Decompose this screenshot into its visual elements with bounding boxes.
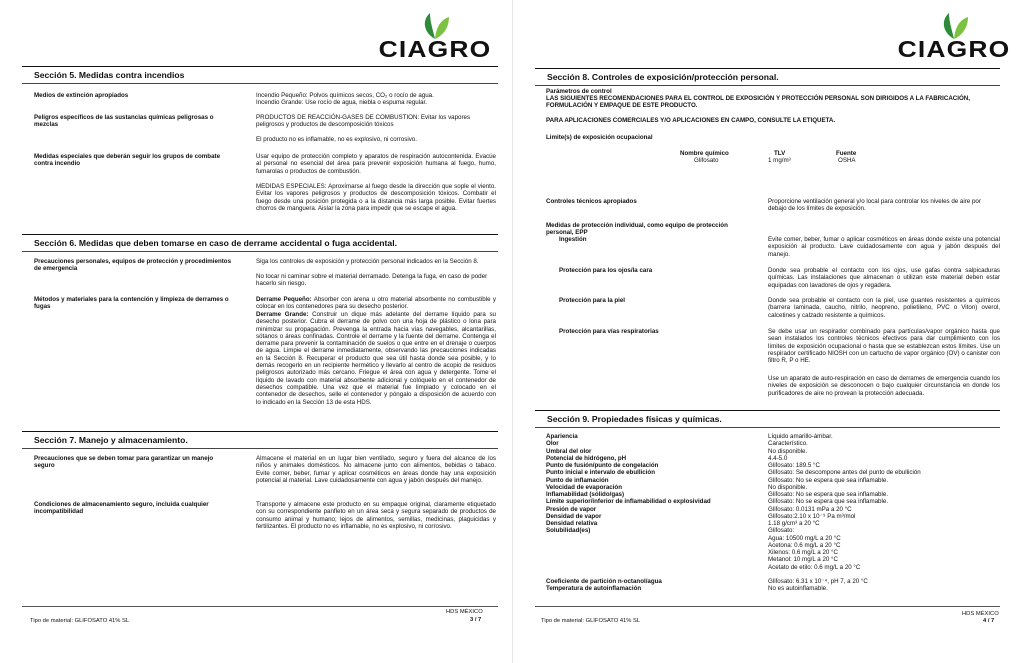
s8-param-1: LAS SIGUIENTES RECOMENDACIONES PARA EL CONTROL DE EXPOSICIÓN Y PROTECCIÓN PERSONAL SON DIRIGIDOS A LA FABRICACIÓN,: [546, 95, 970, 102]
s6-small-spill: [256, 296, 496, 311]
s8-table-header-chemical: Nombre químico: [680, 150, 729, 157]
property-label: Densidad relativa: [546, 520, 598, 527]
s6-large-spill-head: Derrame Grande:: [256, 311, 309, 318]
s8-table-source: OSHA: [838, 157, 856, 164]
section-9-title: Sección 9. Propiedades físicas y químicas.: [535, 410, 1000, 428]
s8-ingestion: Evite comer, beber, fumar o aplicar cosméticos en áreas donde existe una potencial exposición al producto. Lave cuidadosamente con agua y jabón después del manejo.: [768, 236, 1000, 258]
s7-label-storage-1: Condiciones de almacenamiento seguro, incluida cualquier: [34, 501, 209, 508]
property-label: Velocidad de evaporación: [546, 483, 622, 491]
s6-label-precautions-1: Precauciones personales, equipos de protección y procedimientos: [34, 258, 232, 265]
s5-special-1: Usar equipo de protección completo y aparatos de respiración autocontenida. Evacúe al personal no esencial del área para prevenir exposición humana al fuego, humo, fumarolas o productos de combustión.: [256, 153, 496, 175]
property-value: No disponible.: [768, 483, 808, 491]
property-label: Umbral del olor: [546, 447, 592, 455]
s5-hazards-1: PRODUCTOS DE REACCIÓN-GASES DE COMBUSTION: Evitar los vapores: [256, 114, 471, 121]
s9-value-autoignition: No es autoinflamable.: [768, 585, 828, 592]
s8-label-eyes: Protección para los ojos/la cara: [559, 267, 653, 274]
s5-extinction-small: Incendio Pequeño: Polvos químicos secos, CO₂ o rocío de agua.: [256, 92, 434, 99]
s8-respiratory-2: Use un aparato de auto-respiración en caso de derrames de emergencia cuando los niveles de exposición se desconocen o bajo cualquier circunstancia en donde los purificadores de aire no provean la protección adecuada.: [768, 375, 1000, 397]
property-label: Densidad de vapor: [546, 512, 602, 520]
property-label: Solubilidad(es): [546, 527, 591, 535]
s7-label-handling-1: Precauciones que se deben tomar para garantizar un manejo: [34, 455, 214, 462]
s6-label-methods-2: fugas: [34, 303, 51, 310]
property-label: Punto de fusión/punto de congelación: [546, 462, 659, 469]
s6-precautions-2: No tocar ni caminar sobre el material derramado. Detenga la fuga, en caso de poder hacerlo sin riesgo.: [256, 273, 488, 288]
section-8-title: Sección 8. Controles de exposición/protección personal.: [535, 68, 1000, 86]
footer-divider: [22, 606, 498, 607]
footer-page-number: 3 / 7: [470, 617, 482, 623]
property-value: Glifosato: 189.5 °C: [768, 462, 821, 469]
s6-label-methods-1: Métodos y materiales para la contención y limpieza de derrames o: [34, 296, 229, 303]
section-6-title: Sección 6. Medidas que deben tomarse en caso de derrame accidental o fuga accidental.: [22, 234, 498, 252]
property-value: Acetato de etilo: 0.6 mg/L a 20 °C: [768, 563, 861, 571]
s8-param-head: Parámetros de control: [546, 88, 612, 95]
s8-table-header-source: Fuente: [836, 150, 857, 157]
s7-label-storage-2: incompatibilidad: [34, 508, 84, 515]
property-value: Glifosato:: [768, 527, 795, 535]
property-value: Líquido amarillo-ámbar.: [768, 433, 833, 440]
s7-label-handling-2: seguro: [34, 462, 55, 469]
s6-small-spill-head: Derrame Pequeño:: [256, 296, 312, 303]
s8-limits-head: Limite(s) de exposición ocupacional: [546, 134, 653, 141]
property-value: Metanol: 10 mg/L a 20 °C: [768, 556, 839, 564]
s5-extinction-large: Incendio Grande: Use rocío de agua, niebla o espuma regular.: [256, 99, 427, 106]
s8-param-3: PARA APLICACIONES COMERCIALES Y/O APLICACIONES EN CAMPO, CONSULTE LA ETIQUETA.: [546, 117, 836, 124]
s8-table-header-tlv: TLV: [774, 150, 786, 157]
s6-label-precautions-2: de emergencia: [34, 265, 78, 272]
s8-label-engineering: Controles técnicos apropiados: [546, 198, 637, 205]
footer-hds: HDS MÉXICO: [962, 611, 999, 617]
s8-skin: Donde sea probable el contacto con la piel, use guantes resistentes a químicos (barrera laminada, caucho, nitrilo, neopreno, polietileno, PVC o Viton) overol, calcetines y calzado resistente a químicos.: [768, 297, 1000, 319]
property-value: Característico.: [768, 440, 808, 448]
brand-name: CIAGRO: [897, 36, 1011, 62]
footer-hds: HDS MÉXICO: [446, 609, 483, 615]
s8-label-ingestion: Ingestión: [559, 236, 587, 243]
s8-label-skin: Protección para la piel: [559, 297, 626, 304]
property-value: Glifosato: No se espera que sea inflamable.: [768, 476, 889, 484]
property-value: Glifosato:2.10 x 10⁻⁹ Pa m³/mol: [768, 512, 856, 520]
s5-label-hazards-1: Peligros específicos de las sustancias químicas peligrosas o: [34, 114, 214, 121]
property-label: Inflamabilidad (sólido/gas): [546, 491, 625, 498]
s8-respiratory-1: Se debe usar un respirador combinado para partículas/vapor orgánico hasta que sean instalados los controles técnicos efectivos para dar cumplimiento con los límites de exposición ocupacional o hasta que se establezcan estos límites. Use un respirador certificado NIOSH con un cartucho de vapor orgánico (OV) o canister con filtro R, P o HE.: [768, 328, 1000, 365]
property-value: Glifosato: No se espera que sea inflamable.: [768, 491, 889, 498]
footer-material: Tipo de material: GLIFOSATO 41% SL: [30, 618, 130, 624]
s7-storage: Transporte y almacene este producto en su empaque original, claramente etiquetado con su correspondiente panfleto en un área seca y segura separado de productos de consumo animal y humano; lejos de alimentos, semillas, medicinas, plaguicidas y fertilizantes. El producto no es inflamable, no es explosivo, ni corrosivo.: [256, 501, 496, 530]
property-value: 4.4-5.0: [768, 454, 788, 462]
s5-label-extinction: Medios de extinción apropiados: [34, 92, 129, 99]
property-label: Punto de inflamación: [546, 476, 609, 484]
s9-label-partition: Coeficiente de partición n-octanol/agua: [546, 578, 662, 585]
s8-label-ppe-1: Medidas de protección individual, como equipo de protección: [546, 222, 728, 229]
s9-label-autoignition: Temperatura de autoinflamación: [546, 585, 642, 592]
property-value: Agua: 10500 mg/L a 20 °C: [768, 534, 841, 542]
property-label: Límite superior/inferior de inflamabilidad o explosividad: [546, 498, 711, 506]
s6-precautions-1: Siga los controles de exposición y protección personal indicados en la Sección 8.: [256, 258, 479, 265]
s5-label-special-2: contra incendio: [34, 160, 81, 167]
section-7-title: Sección 7. Manejo y almacenamiento.: [22, 431, 498, 449]
property-label: Presión de vapor: [546, 505, 597, 513]
s8-label-respiratory: Protección para vías respiratorias: [559, 328, 659, 335]
property-label: Punto inicial e intervalo de ebullición: [546, 469, 655, 477]
property-label: Olor: [546, 440, 559, 448]
footer-material: Tipo de material: GLIFOSATO 41% SL: [541, 618, 641, 624]
s5-hazards-3: El producto no es inflamable, no es explosivo, ni corrosivo.: [256, 136, 417, 143]
s8-eyes: Donde sea probable el contacto con los ojos, use gafas contra salpicaduras químicas. Las instalaciones que almacenan o utilizan este material deben estar equipadas con lavadores de ojos y regadera.: [768, 267, 1000, 289]
brand-name: CIAGRO: [378, 36, 492, 62]
s8-table-tlv: 1 mg/m³: [768, 157, 791, 164]
footer-page-number: 4 / 7: [983, 618, 995, 624]
property-value: No disponible.: [768, 447, 808, 455]
property-value: Glifosato: No se espera que sea inflamable.: [768, 498, 889, 506]
s6-large-spill: [256, 311, 496, 406]
property-label: Potencial de hidrógeno, pH: [546, 454, 627, 462]
s9-value-partition: Glifosato: 6.31 x 10⁻⁴, pH 7, a 20 °C: [768, 578, 868, 585]
ciagro-logo: [899, 12, 1009, 63]
section-5-title: Sección 5. Medidas contra incendios: [22, 66, 498, 84]
property-value: Glifosato: Se descompone antes del punto de ebullición: [768, 469, 921, 477]
s5-special-2: MEDIDAS ESPECIALES: Aproxímarse al fuego desde la dirección que sople el viento. Evitar los vapores peligrosos y productos de descomposición tóxicos. Combatir el fuego desde una posición protegida o a la distancia más larga posible. Evitar fuertes chorros de manguera. Aislar la zona para impedir que se escape el agua.: [256, 183, 496, 212]
property-value: Glifosato: 0.0131 mPa a 20 °C: [768, 505, 852, 513]
s6-small-spill-text: Absorber con arena u otro material absorbente no combustible y colocar en los contenedores para su desecho posterior.: [256, 296, 496, 311]
s5-hazards-2: peligrosos y productos de descomposición tóxicos: [256, 121, 394, 128]
property-value: 1.18 g/cm³ a 20 °C: [768, 520, 820, 527]
property-label: Apariencia: [546, 433, 578, 440]
footer-divider: [535, 606, 1000, 607]
s5-label-special-1: Medidas especiales que deberán seguir los grupos de combate: [34, 153, 221, 160]
s5-label-hazards-2: mezclas: [34, 121, 59, 128]
s7-handling: Almacene el material en un lugar bien ventilado, seguro y fuera del alcance de los niños y animales domésticos. No almacene junto con alimentos, bebidas o tabaco. Evite comer, beber, fumar y aplicar cosméticos en áreas donde hay una exposición potencial al material. Lave cuidadosamente con agua y jabón después del manejo.: [256, 455, 496, 484]
property-value: Acetona: 0.6 mg/L a 20 °C: [768, 541, 841, 549]
s8-engineering: Proporcione ventilación general y/o local para controlar los niveles de aire por debajo de los límites de exposición.: [768, 198, 981, 213]
s8-table-chemical: Glifosato: [694, 157, 719, 164]
s8-param-2: FORMULACIÓN Y EMPAQUE DE ESTE PRODUCTO.: [546, 102, 698, 109]
s6-large-spill-text: Construir un dique más adelante del derrame líquido para su desecho posterior. Cubra el derrame de polvo con una hoja de plástico o lona para minimizar su propagación. Prevenga la entrada hacia vías navegables, alcantarillas, sótanos o áreas confinadas. Controle el derrame y la fuente del derrame. Contenga el derrame para prevenir la contaminación de suelos o que entre en el drenaje o cuerpos de agua. Limpie el derrame inmediatamente, observando las precauciones indicadas en la Sección 8. Recuperar el producto que sea útil hasta donde sea posible, y lo demás recogerlo en un recipiente hermético y llevarlo al centro de acopio de residuos peligrosos autorizado más cercano. Friegue el área con agua y detergente. Tome el líquido de lavado con material absorbente adicional y colóquelo en el contenedor de desechos compatible. Una vez que el material fue limpiado y colocado en el contenedor de desechos, selle el contenedor y póngalo a disposición de acuerdo con lo indicado en la Sección 13 de esta HDS.: [256, 311, 496, 406]
s8-label-ppe-2: personal, EPP: [546, 229, 588, 236]
ciagro-logo: [380, 12, 490, 63]
property-value: Xilenos: 0.6 mg/L a 20 °C: [768, 549, 839, 556]
